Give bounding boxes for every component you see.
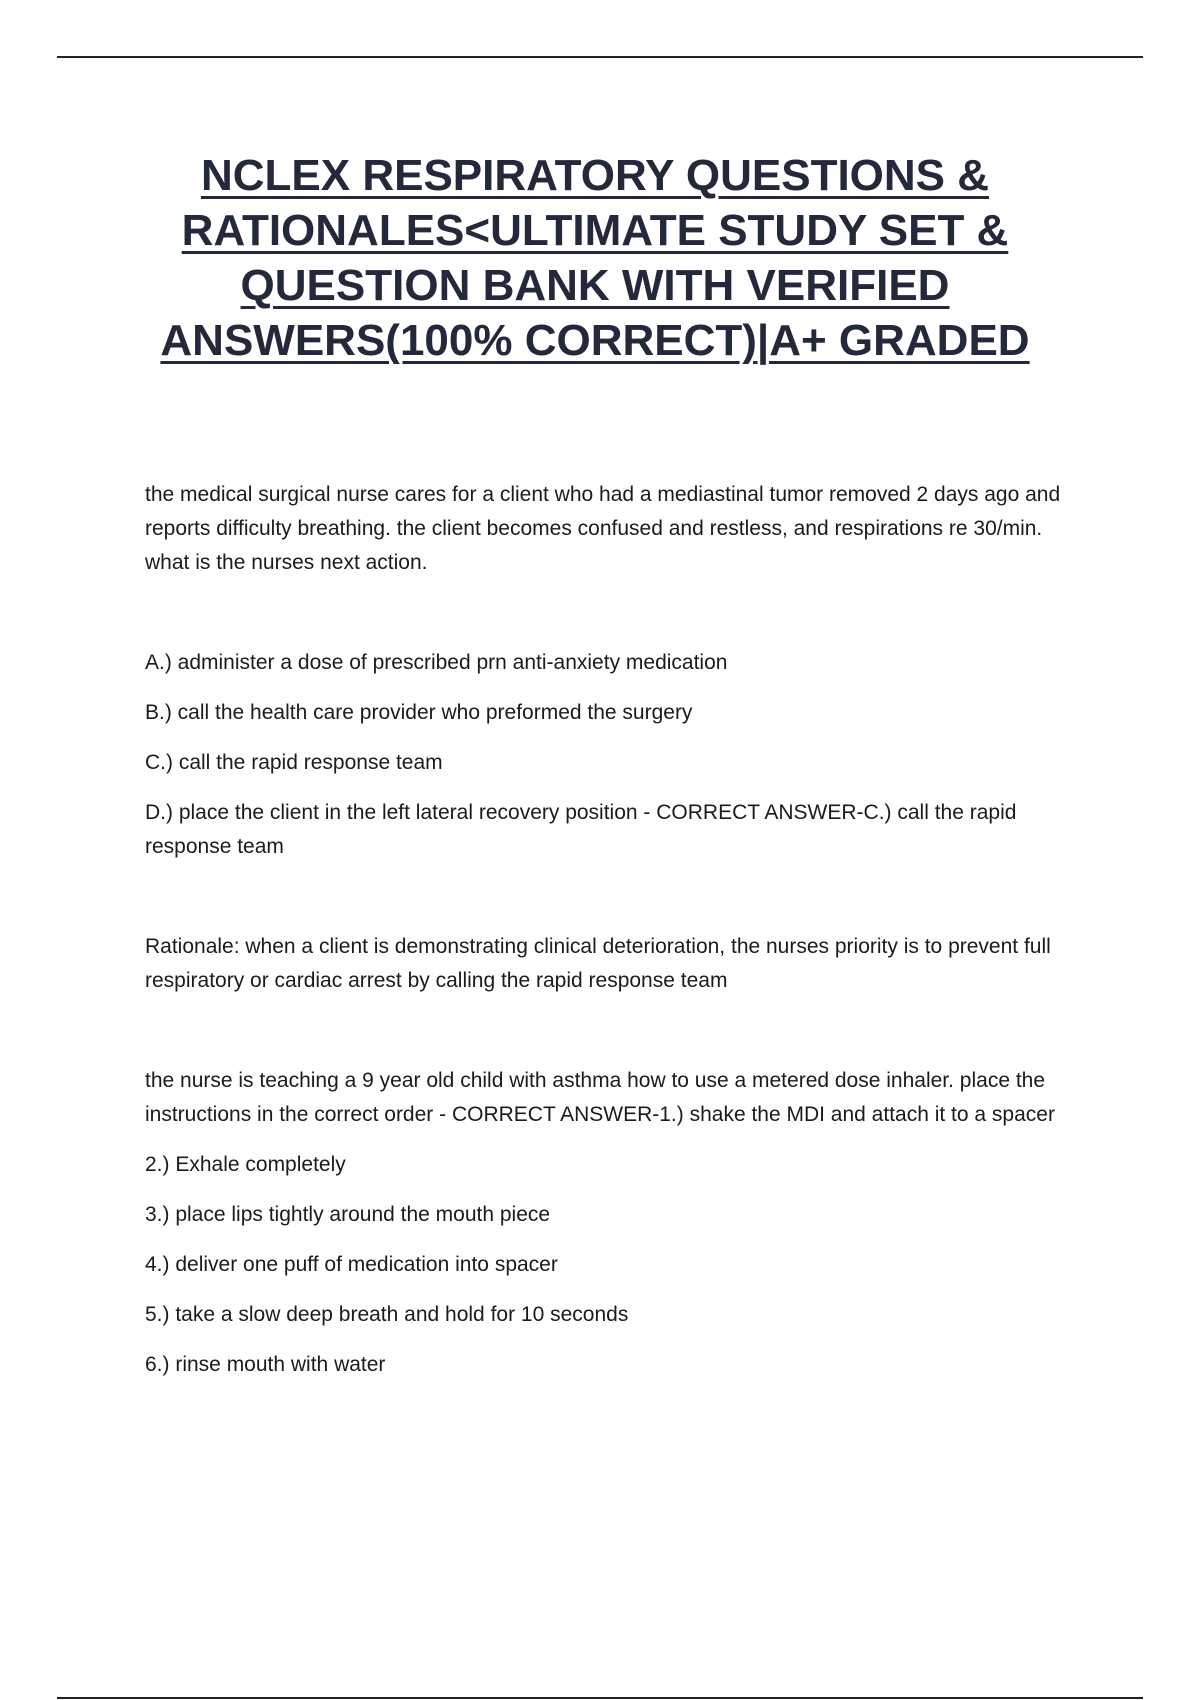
question-1-rationale: Rationale: when a client is demonstrating clinical deterioration, the nurses priority is to prevent full respiratory or cardiac arrest by calling the rapid response team — [145, 935, 1051, 992]
document-title: NCLEX RESPIRATORY QUESTIONS & RATIONALES<ULTIMATE STUDY SET & QUESTION BANK WITH VERIFIED ANSWERS(100% CORRECT)|A+ GRADED — [160, 151, 1030, 365]
top-divider — [57, 56, 1143, 58]
document-body — [145, 478, 1090, 1398]
question-2-step-2: 2.) Exhale completely — [145, 1153, 346, 1176]
question-1-text: the medical surgical nurse cares for a client who had a mediastinal tumor removed 2 days ago and reports difficulty breathing. the client becomes confused and restless, and respirations re 30/min. what is the nurses next action. — [145, 483, 1061, 574]
question-2-step-3: 3.) place lips tightly around the mouth piece — [145, 1203, 551, 1226]
spacer — [145, 864, 1090, 930]
question-2-step-5: 5.) take a slow deep breath and hold for 10 seconds — [145, 1303, 629, 1326]
question-2-step-6: 6.) rinse mouth with water — [145, 1353, 386, 1376]
title-block — [110, 148, 1080, 368]
question-2-text: the nurse is teaching a 9 year old child with asthma how to use a metered dose inhaler. place the instructions in the correct order - CORRECT ANSWER-1.) shake the MDI and attach it to a spacer — [145, 1069, 1055, 1126]
spacer — [145, 998, 1090, 1064]
question-1-option-a: A.) administer a dose of prescribed prn anti-anxiety medication — [145, 651, 728, 674]
bottom-divider — [57, 1697, 1143, 1699]
question-1-option-c: C.) call the rapid response team — [145, 751, 443, 774]
question-1-option-d: D.) place the client in the left lateral recovery position - CORRECT ANSWER-C.) call the rapid response team — [145, 801, 1017, 858]
question-1-option-b: B.) call the health care provider who preformed the surgery — [145, 701, 693, 724]
question-2-step-4: 4.) deliver one puff of medication into spacer — [145, 1253, 558, 1276]
